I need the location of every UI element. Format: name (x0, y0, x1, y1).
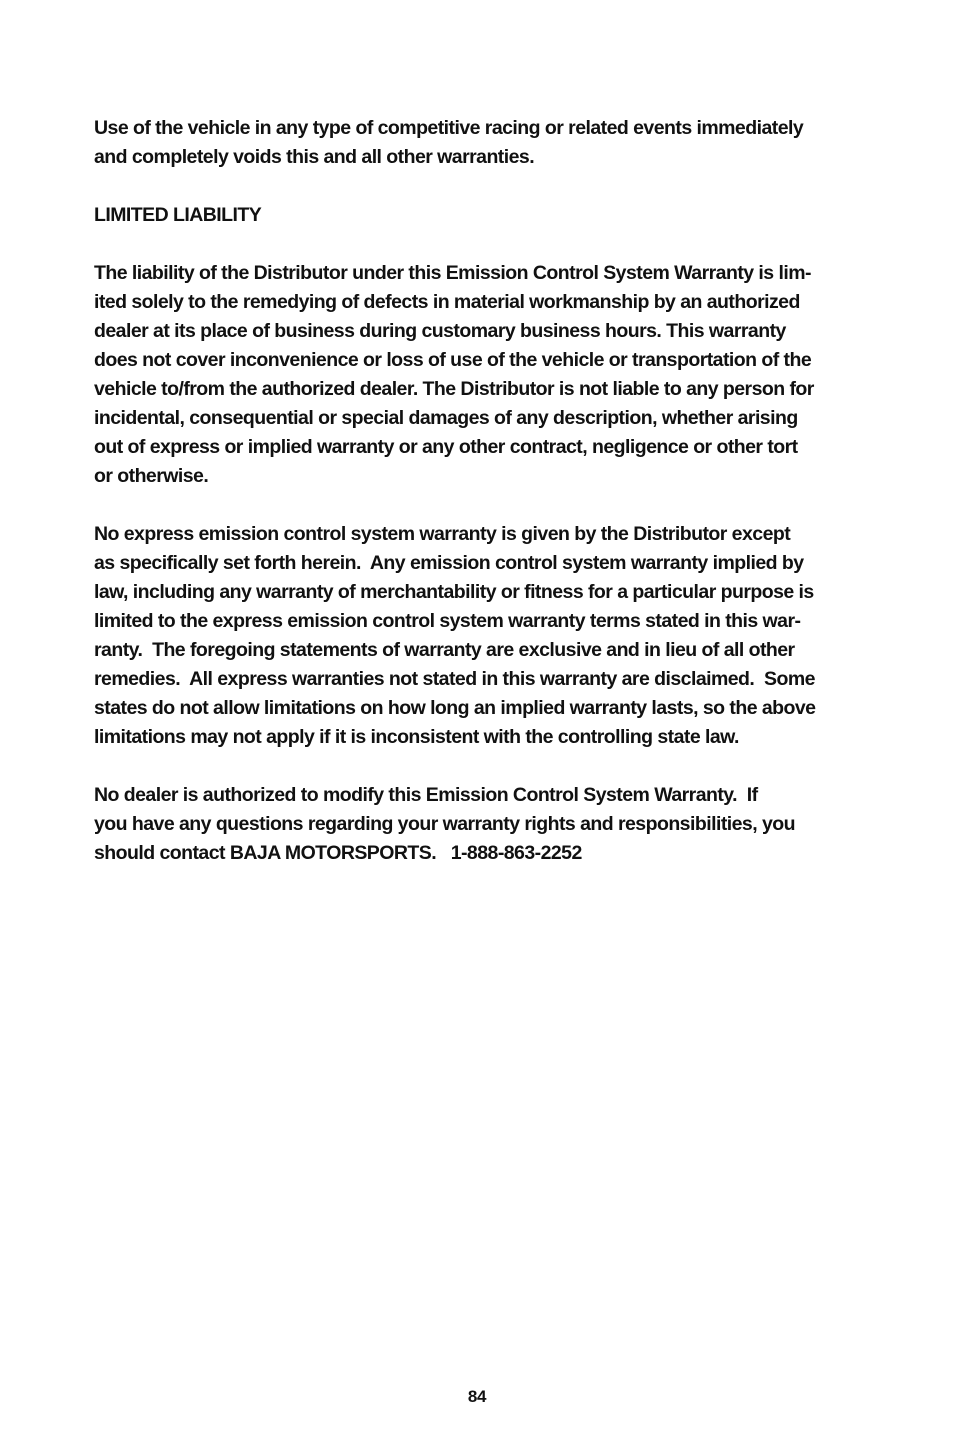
text-line: incidental, consequential or special damages of any description, whether arising (94, 407, 798, 429)
heading-text: LIMITED LIABILITY (94, 204, 262, 226)
text-line: limited to the express emission control system warranty terms stated in this war- (94, 610, 801, 632)
text-line: does not cover inconvenience or loss of use of the vehicle or transportation of the (94, 349, 812, 371)
text-line: ited solely to the remedying of defects in material workmanship by an authorized (94, 291, 800, 313)
text-line: dealer at its place of business during customary business hours. This warranty (94, 320, 786, 342)
paragraph-racing-void (94, 114, 884, 172)
text-line: should contact BAJA MOTORSPORTS. 1-888-863-2252 (94, 842, 582, 864)
text-line: remedies. All express warranties not stated in this warranty are disclaimed. Some (94, 668, 815, 690)
text-line: Use of the vehicle in any type of competitive racing or related events immediately (94, 117, 804, 139)
text-line: law, including any warranty of merchantability or fitness for a particular purpose is (94, 581, 814, 603)
text-line: The liability of the Distributor under this Emission Control System Warranty is lim- (94, 262, 811, 284)
text-line: No express emission control system warranty is given by the Distributor except (94, 523, 791, 545)
text-line: out of express or implied warranty or any other contract, negligence or other tort (94, 436, 798, 458)
document-body (94, 114, 884, 897)
paragraph-liability-scope (94, 259, 884, 491)
text-line: you have any questions regarding your warranty rights and responsibilities, you (94, 813, 795, 835)
text-line: states do not allow limitations on how long an implied warranty lasts, so the above (94, 697, 816, 719)
text-line: as specifically set forth herein. Any emission control system warranty implied by (94, 552, 804, 574)
section-heading-limited-liability (94, 201, 884, 230)
text-line: limitations may not apply if it is inconsistent with the controlling state law. (94, 726, 739, 748)
text-line: ranty. The foregoing statements of warranty are exclusive and in lieu of all other (94, 639, 795, 661)
page-number: 84 (467, 1387, 487, 1406)
text-line: or otherwise. (94, 465, 209, 487)
paragraph-dealer-modification (94, 781, 884, 868)
paragraph-no-express-warranty (94, 520, 884, 752)
text-line: No dealer is authorized to modify this Emission Control System Warranty. If (94, 784, 758, 806)
text-line: vehicle to/from the authorized dealer. The Distributor is not liable to any person for (94, 378, 814, 400)
text-line: and completely voids this and all other warranties. (94, 146, 535, 168)
